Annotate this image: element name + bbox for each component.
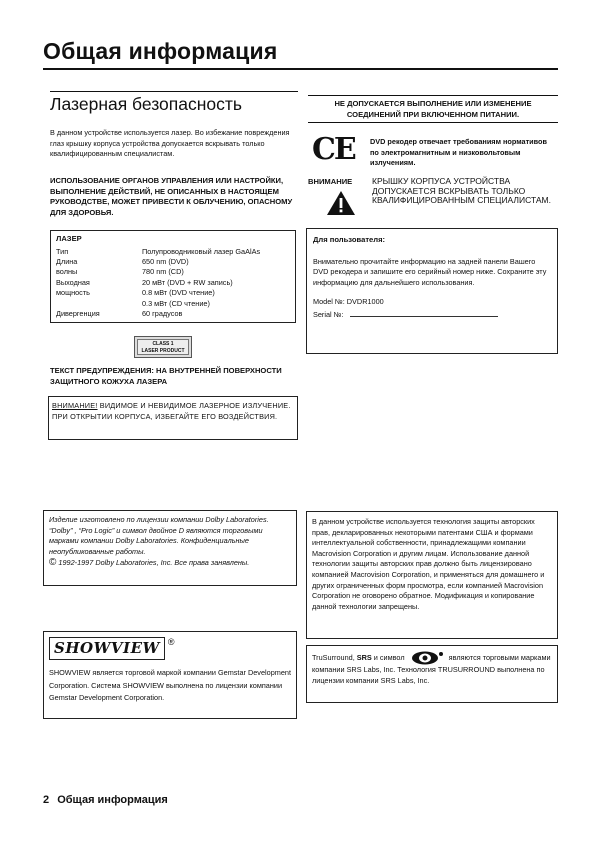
footer-title: Общая информация [57, 794, 168, 806]
ce-mark-icon: CE [312, 132, 355, 167]
ce-text: DVD рекодер отвечает требованиям нормативов по электромагнитным и низковольтовым излучениям. [370, 137, 547, 168]
table-row: Длина 650 nm (DVD) [56, 257, 189, 266]
user-info-text: Внимательно прочитайте информацию на задней панели Вашего DVD рекодера и запишите его серийный номер ниже. Сохраните эту информацию для дальнейшего использования. [313, 256, 547, 287]
radiation-prefix: ВНИМАНИЕ! [52, 401, 98, 410]
laser-spec-title: ЛАЗЕР [56, 234, 82, 243]
warning-triangle-icon [326, 190, 356, 216]
dolby-box [43, 510, 297, 586]
serial-number-field [350, 309, 498, 317]
registered-icon: ® [167, 637, 175, 647]
radiation-text: ВИДИМОЕ И НЕВИДИМОЕ ЛАЗЕРНОЕ ИЗЛУЧЕНИЕ. ПРИ ОТКРЫТИИ КОРПУСА, ИЗБЕГАЙТЕ ЕГО ВОЗДЕЙСТВИЯ. [52, 401, 291, 421]
table-row: мощность 0.8 мВт (DVD чтение) [56, 288, 215, 298]
page-footer [43, 794, 168, 806]
class1-laser-label: CLASS 1 LASER PRODUCT [134, 336, 192, 358]
dolby-text: Изделие изготовлено по лицензии компании Dolby Laboratories. “Dolby” , “Pro Logic” и символ двойное D являются торговыми марками компании Dolby Laboratories. Конфиденциальные неопубликованные работы. [49, 515, 269, 556]
showview-box [43, 631, 297, 719]
model-number: Model №: DVDR1000 [313, 297, 384, 307]
attention-label: ВНИМАНИЕ [308, 177, 353, 186]
showview-logo: SHOWVIEW [49, 637, 165, 660]
serial-number-row: Serial №: [313, 309, 551, 321]
srs-text: TruSurround, SRS и символ являются торговыми марками компании SRS Labs, Inc. Технология TRUSURROUND выполнена по лицензии компании SRS Labs, Inc. [312, 652, 551, 685]
page-number: 2 [43, 794, 50, 806]
user-info-box [306, 228, 558, 354]
copyright-icon: © [49, 557, 57, 569]
showview-text: SHOWVIEW является торговой маркой компании Gemstar Development Corporation. Система SHOWVIEW выполнена по лицензии компании Gemstar Development Corporation. [49, 668, 291, 702]
page-title: Общая информация [43, 38, 278, 64]
table-row: 0.3 мВт (CD чтение) [142, 298, 210, 308]
no-modify-notice: НЕ ДОПУСКАЕТСЯ ВЫПОЛНЕНИЕ ИЛИ ИЗМЕНЕНИЕ СОЕДИНЕНИЙ ПРИ ВКЛЮЧЕННОМ ПИТАНИИ. [334, 99, 532, 119]
dolby-copyright: © 1992-1997 Dolby Laboratories, Inc. Все права занявлены. [49, 557, 250, 569]
laser-section-title: Лазерная безопасность [50, 94, 243, 114]
table-row: волны 780 nm (CD) [56, 267, 184, 277]
table-row: Тип Полупроводниковый лазер GaAlAs [56, 246, 261, 256]
user-info-title: Для пользователя: [313, 235, 386, 244]
section-rule-right [308, 95, 558, 96]
section-rule-laser [50, 91, 298, 92]
table-row: Выходная 20 мВт (DVD + RW запись) [56, 277, 233, 287]
table-row: Дивергенция 60 градусов [56, 309, 183, 319]
radiation-warning-box [48, 396, 298, 440]
macrovision-box [306, 511, 558, 639]
laser-spec-box [50, 230, 296, 323]
laser-intro: В данном устройстве используется лазер. Во избежание повреждения глаз крышку корпуса устройства допускается вскрывать только квалифицированным специалистам. [50, 128, 290, 159]
title-rule [43, 68, 558, 70]
warning-text-title: ТЕКСТ ПРЕДУПРЕЖДЕНИЯ: НА ВНУТРЕННЕЙ ПОВЕРХНОСТИ ЗАЩИТНОГО КОЖУХА ЛАЗЕРА [50, 366, 282, 386]
attention-text: КРЫШКУ КОРПУСА УСТРОЙСТВА ДОПУСКАЕТСЯ ВСКРЫВАТЬ ТОЛЬКО КВАЛИФИЦИРОВАННЫМ СПЕЦИАЛИСТАМ. [372, 176, 551, 206]
macrovision-text: В данном устройстве используется технология защиты авторских прав, декларированных некоторыми патентами США и формами интеллектуальной собственности, принадлежащими компании Macrovision Corporation и другим лицам. Использование данной технологии защиты авторских прав должно быть лицензировано компанией Macrovision Corporation, и применяться для домашнего и других ограниченных форм просмотра, если компанией Macrovision Corporation не оговорено обратное. Модификация и копирование данной технологии запрещены. [312, 517, 545, 611]
section-rule-right-2 [308, 122, 558, 123]
srs-logo-icon [409, 651, 445, 665]
laser-warning: ИСПОЛЬЗОВАНИЕ ОРГАНОВ УПРАВЛЕНИЯ ИЛИ НАСТРОЙКИ, ВЫПОЛНЕНИЕ ДЕЙСТВИЙ, НЕ ОПИСАННЫХ В НАСТОЯЩЕМ РУКОВОДСТВЕ, МОЖЕТ ПРИВЕСТИ К ОБЛУЧЕНИЮ, ОПАСНОМУ ДЛЯ ЗДОРОВЬЯ. [50, 176, 293, 217]
srs-box [306, 645, 558, 703]
laser-spec-table [56, 247, 260, 320]
